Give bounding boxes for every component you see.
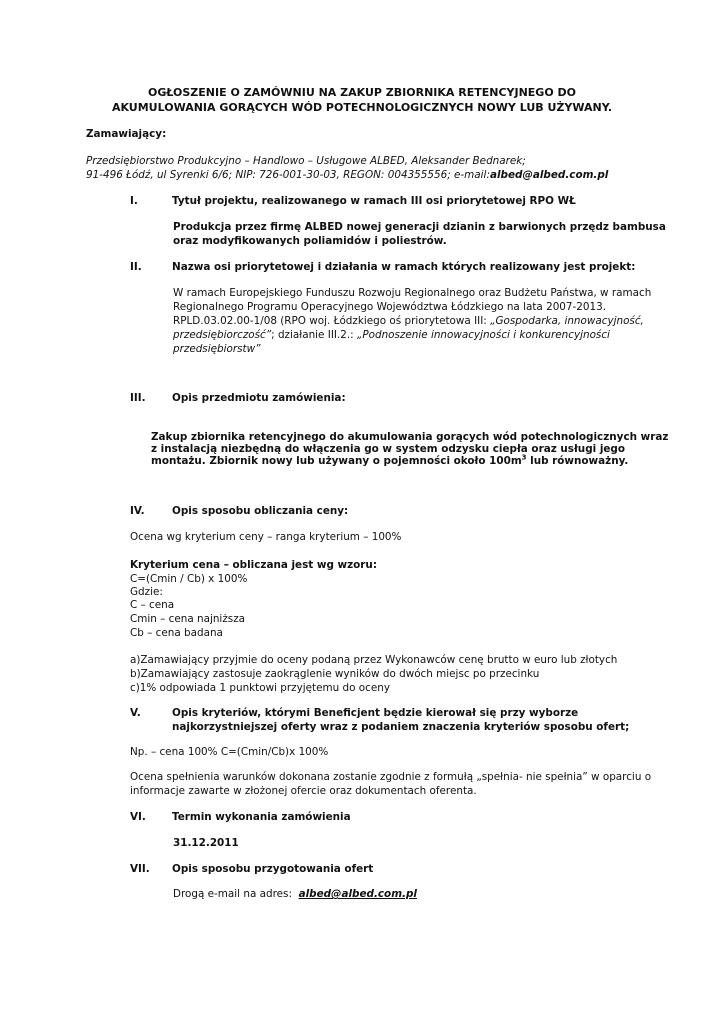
- section-4-formula: C=(Cmin / Cb) x 100%: [130, 573, 248, 585]
- section-2-priority-axis-end: przedsiębiorczość”: [173, 329, 272, 341]
- section-6-number: VI.: [130, 811, 146, 823]
- orderer-details: 91-496 Łódź, ul Syrenki 6/6; NIP: 726-001-30-03, REGON: 004355556; e-mail:: [86, 169, 490, 181]
- document-title-line-2: AKUMULOWANIA GORĄCYCH WÓD POTECHNOLOGICZNYCH NOWY LUB UŻYWANY.: [111, 101, 613, 114]
- section-6-heading: Termin wykonania zamówienia: [172, 811, 351, 823]
- section-3-number: III.: [130, 392, 146, 404]
- section-1-heading: Tytuł projektu, realizowanego w ramach III osi priorytetowej RPO WŁ: [172, 195, 576, 207]
- section-6-date: 31.12.2011: [173, 837, 239, 849]
- section-7-text-prefix: Drogą e-mail na adres:: [173, 888, 299, 900]
- section-2-action-name: „Podnoszenie innowacyjności i konkurencyjności: [356, 329, 610, 341]
- section-4-rule-c: c)1% odpowiada 1 punktowi przyjętemu do oceny: [130, 682, 390, 694]
- section-4-rule-a: a)Zamawiający przyjmie do oceny podaną przez Wykonawców cenę brutto w euro lub złotych: [130, 654, 618, 666]
- section-4-c-definition: C – cena: [130, 599, 175, 611]
- section-2-priority-axis: „Gospodarka, innowacyjność,: [490, 315, 644, 327]
- section-7-number: VII.: [130, 863, 150, 875]
- section-5-heading-line-1: Opis kryteriów, którymi Beneficjent będzie kierował się przy wyborze: [172, 707, 579, 719]
- orderer-line-2: [86, 168, 608, 182]
- section-4-cb-definition: Cb – cena badana: [130, 627, 223, 639]
- section-3-text-line-2: z instalacją niezbędną do włączenia go w system odzysku ciepła oraz usługi jego: [151, 443, 626, 455]
- section-7-heading: Opis sposobu przygotowania ofert: [172, 863, 374, 875]
- section-7-text: [173, 887, 417, 901]
- section-2-text-line-4: [173, 328, 610, 342]
- section-2-action-label: ; działanie III.2.:: [271, 329, 357, 341]
- document-title-line-1: OGŁOSZENIE O ZAMÓWNIU NA ZAKUP ZBIORNIKA RETENCYJNEGO DO: [147, 86, 576, 99]
- section-7-email-link[interactable]: albed@albed.com.pl: [298, 888, 417, 900]
- section-3-capacity-text: montażu. Zbiornik nowy lub używany o pojemności około 100m: [151, 455, 522, 467]
- section-1-text-line-2: oraz modyfikowanych poliamidów i poliestrów.: [173, 235, 447, 247]
- section-2-text-line-5: przedsiębiorstw”: [173, 343, 261, 355]
- section-4-number: IV.: [130, 505, 145, 517]
- section-2-number: II.: [130, 261, 142, 273]
- section-4-ocena: Ocena wg kryterium ceny – ranga kryterium – 100%: [130, 531, 402, 543]
- section-4-rule-b: b)Zamawiający zastosuje zaokrąglenie wyników do dwóch miejsc po przecinku: [130, 668, 540, 680]
- section-3-text-line-1: Zakup zbiornika retencyjnego do akumulowania gorących wód potechnologicznych wraz: [151, 431, 669, 443]
- section-5-example: Np. – cena 100% C=(Cmin/Cb)x 100%: [130, 746, 329, 758]
- section-1-text-line-1: Produkcja przez firmę ALBED nowej generacji dzianin z barwionych przędz bambusa: [173, 221, 666, 233]
- section-3-capacity-superscript: 3: [521, 453, 527, 462]
- section-2-text-line-1: W ramach Europejskiego Funduszu Rozwoju Regionalnego oraz Budżetu Państwa, w ramach: [173, 287, 652, 299]
- orderer-label: Zamawiający:: [86, 128, 167, 140]
- section-4-cmin-definition: Cmin – cena najniższa: [130, 613, 246, 625]
- section-2-heading: Nazwa osi priorytetowej i działania w ramach których realizowany jest projekt:: [172, 261, 636, 273]
- section-5-heading-line-2: najkorzystniejszej oferty wraz z podaniem znaczenia kryteriów sposobu ofert;: [172, 721, 630, 733]
- section-5-paragraph-line-1: Ocena spełnienia warunków dokonana zostanie zgodnie z formułą „spełnia- nie spełnia” w oparciu o: [130, 771, 652, 783]
- section-4-gdzie: Gdzie:: [130, 586, 163, 598]
- orderer-email[interactable]: albed@albed.com.pl: [489, 169, 609, 181]
- section-2-text-line-2: Regionalnego Programu Operacyjnego Województwa Łódzkiego na lata 2007-2013.: [173, 301, 607, 313]
- section-2-program-code: RPLD.03.02.00-1/08 (RPO woj. Łódzkiego oś priorytetowa III:: [173, 315, 491, 327]
- section-4-heading: Opis sposobu obliczania ceny:: [172, 505, 349, 517]
- section-3-equivalent-text: lub równoważny.: [526, 455, 629, 467]
- orderer-line-1: Przedsiębiorstwo Produkcyjno – Handlowo – Usługowe ALBED, Aleksander Bednarek;: [86, 155, 526, 167]
- section-3-text-line-3: [151, 454, 628, 468]
- section-1-number: I.: [130, 195, 138, 207]
- section-5-number: V.: [130, 707, 141, 719]
- section-3-heading: Opis przedmiotu zamówienia:: [172, 392, 346, 404]
- section-2-text-line-3: [173, 314, 644, 328]
- section-5-paragraph-line-2: informacje zawarte w złożonej ofercie oraz dokumentach oferenta.: [130, 785, 477, 797]
- section-4-kryterium-heading: Kryterium cena – obliczana jest wg wzoru:: [130, 559, 377, 571]
